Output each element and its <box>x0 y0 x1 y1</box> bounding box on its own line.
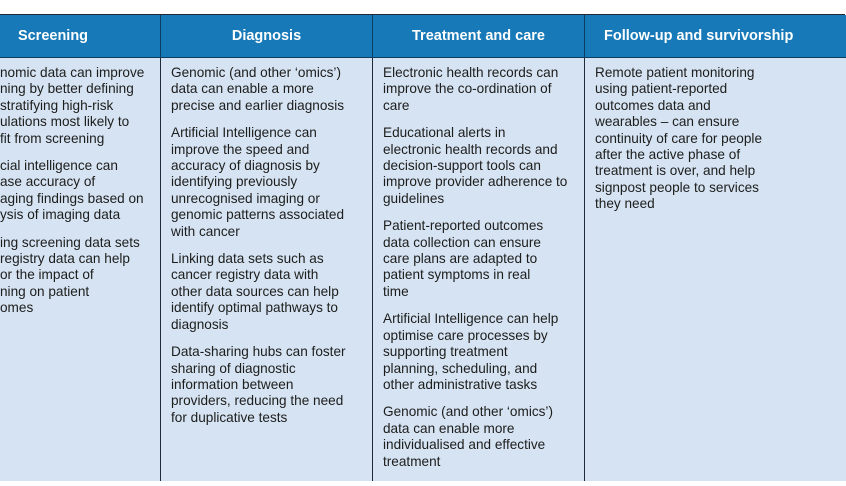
text-line: time <box>383 283 409 299</box>
text-line: data collection can ensure <box>383 234 541 250</box>
text-block <box>0 65 150 147</box>
text-line: Educational alerts in <box>383 125 506 141</box>
text-line: Artificial Intelligence can help <box>383 311 559 327</box>
text-block <box>595 65 836 213</box>
text-line: accuracy of diagnosis by <box>171 158 320 174</box>
text-line: unrecognised imaging or <box>171 190 320 206</box>
text-block <box>383 311 574 393</box>
text-line: Artificial Intelligence can <box>171 125 317 141</box>
cancer-data-table <box>0 14 845 469</box>
text-line: treatment is over, and help <box>595 163 756 179</box>
text-line: ulations most likely to <box>0 114 130 130</box>
header-treatment-and-care <box>373 15 585 58</box>
text-line: Patient-reported outcomes <box>383 218 544 234</box>
text-line: using patient-reported <box>595 81 728 97</box>
text-line: identify optimal pathways to <box>171 300 338 316</box>
text-block <box>0 235 150 317</box>
text-line: for duplicative tests <box>171 409 288 425</box>
text-line: improve provider adherence to <box>383 174 568 190</box>
text-line: they need <box>595 196 655 212</box>
text-line: aging findings based on <box>0 190 144 206</box>
text-line: fit from screening <box>0 130 105 146</box>
text-line: improve the co-ordination of <box>383 81 552 97</box>
text-line: genomic patterns associated <box>171 207 345 223</box>
text-line: guidelines <box>383 190 445 206</box>
text-block <box>171 65 362 114</box>
text-line: other data sources can help <box>171 283 339 299</box>
text-line: outcomes data and <box>595 97 711 113</box>
text-block <box>383 404 574 470</box>
text-line: stratifying high-risk <box>0 97 114 113</box>
text-line: care <box>383 97 410 113</box>
header-diagnosis-label: Diagnosis <box>231 28 302 44</box>
text-block <box>171 125 362 240</box>
header-diagnosis <box>161 15 373 58</box>
header-screening-label: Screening <box>17 28 89 44</box>
text-line: precise and earlier diagnosis <box>171 97 345 113</box>
column-diagnosis <box>161 58 373 481</box>
text-line: individualised and effective <box>383 437 546 453</box>
text-line: registry data can help <box>0 251 130 267</box>
text-block <box>0 158 150 224</box>
header-follow-up <box>585 15 846 58</box>
text-line: cial intelligence can <box>0 158 118 174</box>
text-line: omes <box>0 300 34 316</box>
text-line: care plans are adapted to <box>383 251 538 267</box>
text-line: supporting treatment <box>383 344 508 360</box>
text-line: decision-support tools can <box>383 158 541 174</box>
text-line: signpost people to services <box>595 179 759 195</box>
text-line: ing screening data sets <box>0 234 140 250</box>
text-block <box>383 65 574 114</box>
text-line: providers, reducing the need <box>171 393 344 409</box>
column-follow-up <box>585 58 846 481</box>
text-line: electronic health records and <box>383 141 558 157</box>
text-line: ning on patient <box>0 283 90 299</box>
text-line: Linking data sets such as <box>171 251 324 267</box>
text-line: Data-sharing hubs can foster <box>171 344 346 360</box>
text-line: patient symptoms in real <box>383 267 531 283</box>
text-line: or the impact of <box>0 267 94 283</box>
text-line: Genomic (and other ‘omics’) <box>383 404 553 420</box>
text-line: Electronic health records can <box>383 65 559 80</box>
text-line: diagnosis <box>171 316 229 332</box>
text-line: Genomic (and other ‘omics’) <box>171 65 341 80</box>
text-line: ase accuracy of <box>0 174 96 190</box>
header-screening <box>0 15 161 58</box>
column-treatment-and-care <box>373 58 585 481</box>
text-line: cancer registry data with <box>171 267 319 283</box>
text-line: wearables – can ensure <box>595 114 740 130</box>
text-line: other administrative tasks <box>383 376 538 392</box>
text-line: information between <box>171 376 294 392</box>
text-line: data can enable more <box>383 420 515 436</box>
text-line: Remote patient monitoring <box>595 65 755 80</box>
text-line: with cancer <box>171 223 240 239</box>
column-screening <box>0 58 161 481</box>
text-line: treatment <box>383 453 441 469</box>
text-line: ysis of imaging data <box>0 207 121 223</box>
text-line: ning by better defining <box>0 81 134 97</box>
text-line: optimise care processes by <box>383 327 548 343</box>
text-block <box>171 344 362 426</box>
text-line: sharing of diagnostic <box>171 360 296 376</box>
text-line: nomic data can improve <box>0 65 145 80</box>
header-follow-up-label: Follow-up and survivorship <box>604 28 794 44</box>
text-line: continuity of care for people <box>595 130 763 146</box>
text-block <box>383 125 574 207</box>
header-treatment-label: Treatment and care <box>412 28 545 44</box>
text-block <box>171 251 362 333</box>
text-line: improve the speed and <box>171 141 310 157</box>
text-block <box>383 218 574 300</box>
text-line: planning, scheduling, and <box>383 360 538 376</box>
text-line: after the active phase of <box>595 147 741 163</box>
text-line: data can enable a more <box>171 81 314 97</box>
text-line: identifying previously <box>171 174 298 190</box>
